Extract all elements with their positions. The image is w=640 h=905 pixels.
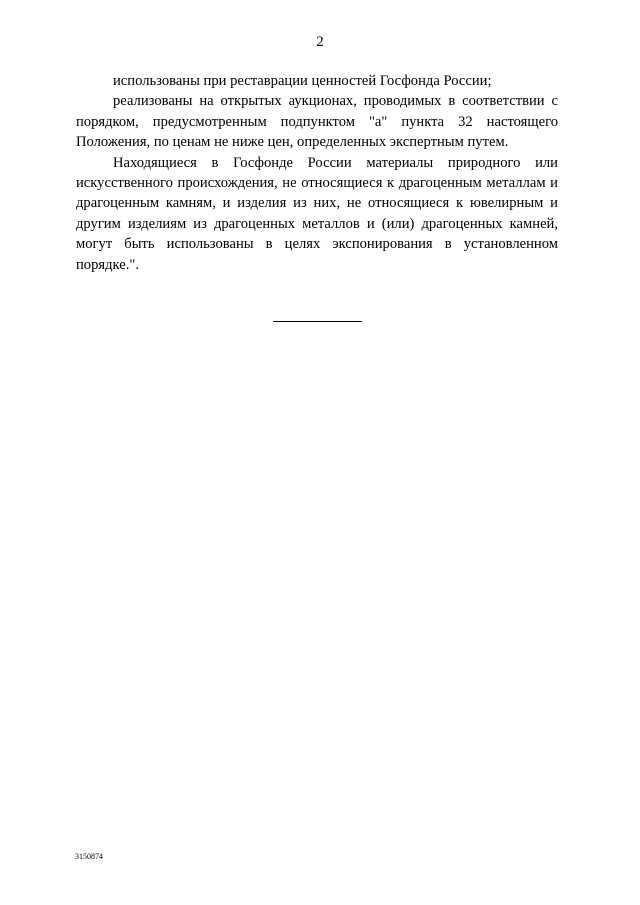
document-code: 3150874	[75, 852, 103, 861]
paragraph-auctions: реализованы на открытых аукционах, проводимых в соответствии с порядком, предусмотренным подпунктом "а" пункта 32 настоящего Положения, по ценам не ниже цен, определенных экспертным путем.	[76, 93, 558, 151]
page-number: 2	[316, 34, 324, 50]
document-body	[76, 71, 558, 275]
paragraph-restoration: использованы при реставрации ценностей Госфонда России;	[113, 73, 492, 89]
end-of-text-rule	[273, 321, 362, 322]
paragraph-exhibition: Находящиеся в Госфонде России материалы природного или искусственного происхождения, не относящиеся к драгоценным металлам и драгоценным камням, и изделия из них, не относящиеся к ювелирным и другим изделиям из драгоценных металлов и (или) драгоценных камней, могут быть использованы в целях экспонирования в установленном порядке.".	[76, 154, 558, 273]
